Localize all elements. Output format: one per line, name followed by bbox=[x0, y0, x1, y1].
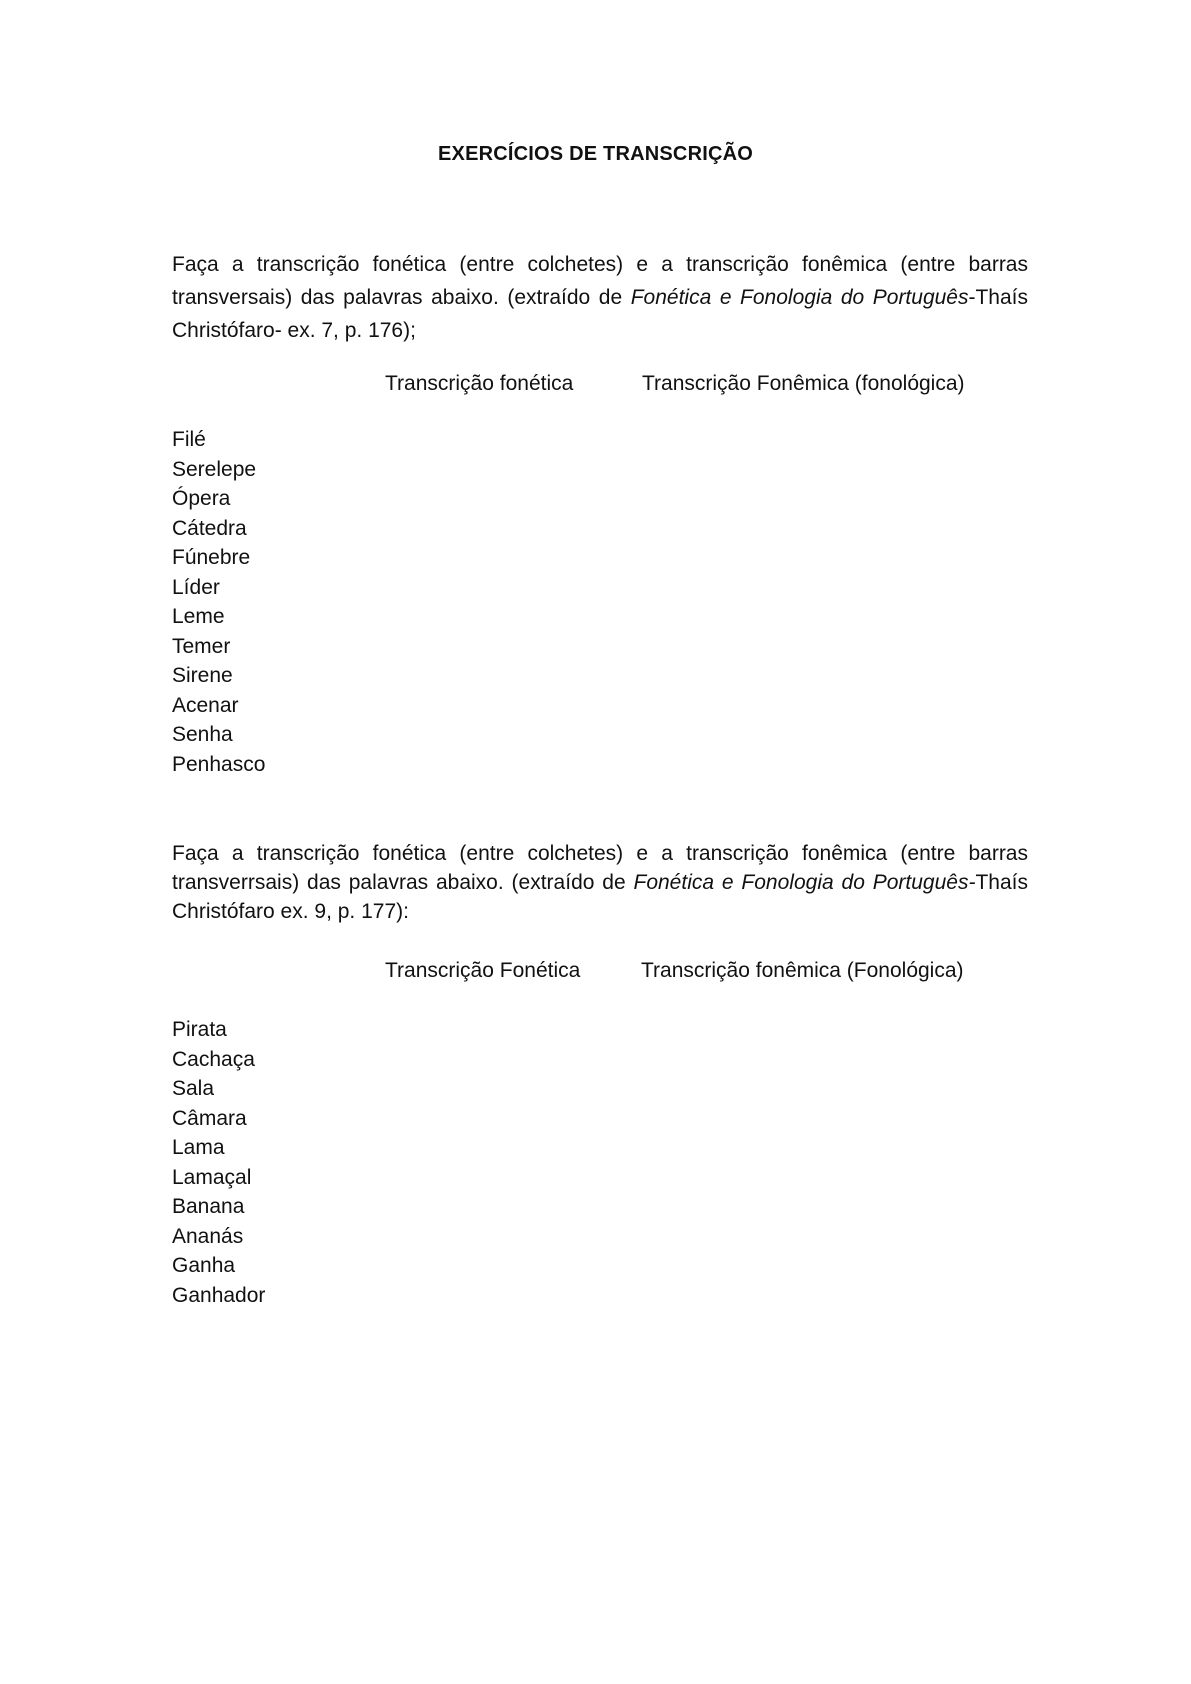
list-item: Temer bbox=[172, 634, 231, 658]
exercise-1-word-list bbox=[172, 425, 265, 779]
list-item: Fúnebre bbox=[172, 546, 251, 569]
list-item: Acenar bbox=[172, 693, 239, 717]
list-item: Senha bbox=[172, 723, 233, 746]
exercise-2-instruction bbox=[172, 839, 1028, 926]
list-item: Ópera bbox=[172, 487, 231, 510]
list-item: Serelepe bbox=[172, 457, 257, 481]
exercise-1-column-phonemic: Transcrição Fonêmica (fonológica) bbox=[642, 372, 965, 395]
list-item: Lama bbox=[172, 1136, 225, 1159]
list-item: Ganhador bbox=[172, 1283, 266, 1307]
exercise-2-column-phonetic: Transcrição Fonética bbox=[385, 959, 581, 982]
list-item: Cátedra bbox=[172, 516, 247, 540]
exercise-1-book-title: Fonética e Fonologia do Português bbox=[630, 286, 969, 309]
exercise-2-word-list bbox=[172, 1015, 265, 1310]
exercise-1-instruction-start: Faça a transcrição fonética (entre colchetes) e a transcrição fonêmica (entre barras transversais) das palavras abaixo. (extraído de bbox=[172, 253, 1028, 309]
list-item: Lamaçal bbox=[172, 1165, 252, 1189]
list-item: Filé bbox=[172, 428, 206, 451]
list-item: Penhasco bbox=[172, 752, 266, 776]
exercise-2-book-title: Fonética e Fonologia do Português- bbox=[633, 871, 976, 894]
list-item: Banana bbox=[172, 1195, 245, 1218]
list-item: Cachaça bbox=[172, 1047, 255, 1071]
page-title: EXERCÍCIOS DE TRANSCRIÇÃO bbox=[437, 143, 754, 165]
exercise-1-instruction-end: -Thaís Christófaro- ex. 7, p. 176); bbox=[172, 286, 1028, 342]
exercise-2-instruction-start: Faça a transcrição fonética (entre colchetes) e a transcrição fonêmica (entre barras transverrsais) das palavras abaixo. (extraído de bbox=[172, 842, 1028, 894]
exercise-1-column-phonetic: Transcrição fonética bbox=[385, 372, 574, 395]
list-item: Líder bbox=[172, 575, 220, 599]
exercise-2-instruction-end: Thaís Christófaro ex. 9, p. 177): bbox=[172, 871, 1028, 923]
exercise-1-instruction bbox=[172, 248, 1028, 347]
list-item: Ananás bbox=[172, 1224, 244, 1248]
list-item: Leme bbox=[172, 605, 225, 628]
exercise-2-column-phonemic: Transcrição fonêmica (Fonológica) bbox=[641, 959, 964, 982]
list-item: Pirata bbox=[172, 1018, 227, 1041]
list-item: Câmara bbox=[172, 1106, 247, 1130]
list-item: Sala bbox=[172, 1077, 215, 1100]
list-item: Ganha bbox=[172, 1254, 236, 1277]
list-item: Sirene bbox=[172, 664, 233, 687]
